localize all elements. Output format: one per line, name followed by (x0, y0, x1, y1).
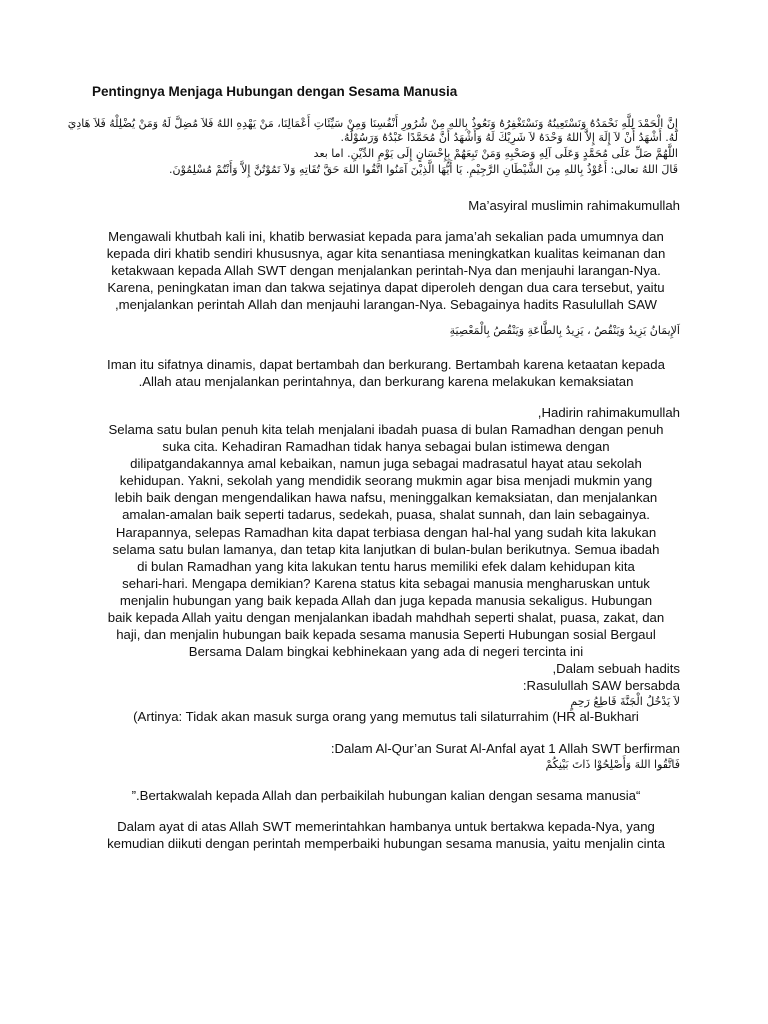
quran-intro: :Dalam Al-Qur’an Surat Al-Anfal ayat 1 Allah SWT berfirman (330, 741, 680, 756)
paragraph-line: di bulan Ramadhan yang kita lakukan tentu harus memiliki efek dalam kehidupan kita (137, 558, 635, 574)
paragraph-line: Karena, peningkatan iman dan takwa sejatinya dapat diperoleh dengan dua cara tersebut, yaitu (107, 280, 665, 296)
paragraph-line: sehari-hari. Mengapa demikian? Karena status kita sebagai manusia mengharuskan untuk (122, 575, 650, 591)
paragraph-line: :Rasulullah SAW bersabda (522, 678, 680, 694)
arabic-text: اَلإِيمَانُ يَزِيدُ وَيَنْقُصُ ، يَزِيدُ بِالطَّاعَةِ وَيَنْقُصُ بِالْمَعْصِيَةِ (449, 324, 680, 337)
paragraph-line: Selama satu bulan penuh kita telah menjalani ibadah puasa di bulan Ramadhan dengan penuh (108, 422, 664, 437)
paragraph-line: lebih baik dengan mengendalikan hawa nafsu, meninggalkan kemaksiatan, dan menjalankan (114, 490, 658, 506)
hadith-2-meaning: (Artinya: Tidak akan masuk surga orang yang memutus tali silaturrahim (HR al-Bukhari (133, 709, 639, 724)
paragraph-line: dilipatgandakannya amal kebaikan, namun juga sebagai madrasatul hayat atau sekolah (130, 456, 642, 472)
paragraph-1 (92, 228, 680, 313)
arabic-opening-line-3: اللَّهُمَّ صَلِّ عَلَى مُحَمَّدٍ وَعَلَى آلِهِ وَصَحْبِهِ وَمَنْ تَبِعَهُمْ بِإِحْسَانٍ إِلَى يَوْمِ الدِّيْنِ. اما بعد (313, 147, 678, 160)
paragraph-line: ketakwaan kepada Allah SWT dengan menjalankan perintah-Nya dan menjauhi larangan-Nya. (111, 263, 661, 279)
paragraph-3 (92, 421, 680, 660)
document-title: Pentingnya Menjaga Hubungan dengan Sesama Manusia (92, 84, 458, 99)
paragraph-line: haji, dan menjalin hubungan baik kepada sesama manusia Seperti Hubungan sosial Bergaul (116, 627, 656, 643)
hadith-2-intro (92, 660, 680, 694)
greeting-2: ,Hadirin rahimakumullah (537, 405, 680, 420)
paragraph-2 (92, 356, 680, 390)
paragraph-line: suka cita. Kehadiran Ramadhan tidak hanya sebagai bulan istimewa dengan (162, 439, 610, 455)
paragraph-line: kemudian diikuti dengan perintah memperbaiki hubungan sesama manusia, yaitu menjalin cinta (107, 836, 665, 852)
arabic-opening-line-4: قَالَ اللهُ تعالى: أَعُوْذُ بِاللهِ مِنَ الشَّيْطَانِ الرَّجِيْمِ. يَا أَيُّهَا الَّذِيْنَ آمَنُوا اتَّقُوا اللهَ حَقَّ تُقَاتِهِ وَلاَ تَمُوْتُنَّ إِلاَّ وَأَنْتُمْ مُسْلِمُوْنَ. (169, 163, 678, 176)
hadith-1-arabic (92, 322, 680, 339)
paragraph-line: Mengawali khutbah kali ini, khatib berwasiat kepada para jama’ah sekalian pada umumnya dan (108, 229, 664, 244)
paragraph-line: .Allah atau menjalankan perintahnya, dan berkurang karena melakukan kemaksiatan (138, 374, 634, 390)
paragraph-line: selama satu bulan lamanya, dan tetap kita lanjutkan di bulan-bulan berikutnya. Semua ibadah (112, 541, 660, 557)
greeting: Ma’asyiral muslimin rahimakumullah (468, 198, 680, 213)
paragraph-line: amalan-amalan baik seperti tadarus, sedekah, puasa, shalat sunnah, dan lain sebagainya. (122, 507, 650, 523)
arabic-opening-line-2: لَهُ. أَشْهَدُ أَنْ لاَ إِلَهَ إِلاَّ اللهُ وَحْدَهُ لاَ شَرِيْكَ لَهُ وَأَشْهَدُ أَنَّ مُحَمَّدًا عَبْدُهُ وَرَسُوْلُهُ. (340, 131, 678, 144)
paragraph-line: menjalin hubungan yang baik kepada Allah dan juga kepada manusia sekaligus. Hubungan (119, 592, 653, 608)
paragraph-line: Dalam ayat di atas Allah SWT memerintahkan hambanya untuk bertakwa kepada-Nya, yang (117, 819, 655, 834)
paragraph-line: kehidupan. Yakni, sekolah yang mendidik seorang mukmin agar bisa menjadi mukmin yang (119, 473, 653, 489)
arabic-text: لاَ يَدْخُلُ الْجَنَّةَ قَاطِعُ رَحِمٍ (570, 695, 680, 708)
paragraph-line: baik kepada Allah yaitu dengan menjalankan ibadah mahdhah seperti shalat, puasa, zakat, dan (107, 610, 665, 626)
paragraph-line: kepada diri khatib sendiri khususnya, agar kita senantiasa meningkatkan kualitas keimanan dan (106, 246, 666, 262)
paragraph-line: ,Dalam sebuah hadits (552, 661, 680, 676)
paragraph-line: Bersama Dalam bingkai kebhinekaan yang ada di negeri tercinta ini (188, 644, 584, 660)
quran-meaning: ”.Bertakwalah kepada Allah dan perbaikilah hubungan kalian dengan sesama manusia“ (131, 788, 641, 803)
arabic-text: فَاتَّقُوا اللهَ وَأَصْلِحُوْا ذَاتَ بَيْنِكُمْ (545, 758, 680, 771)
quran-arabic (92, 756, 680, 773)
paragraph-line: ,menjalankan perintah Allah dan menjauhi larangan-Nya. Sebagainya hadits Rasulullah SAW (115, 297, 657, 313)
paragraph-line: Harapannya, selepas Ramadhan kita dapat terbiasa dengan hal-hal yang sudah kita lakukan (115, 524, 657, 540)
paragraph-4 (92, 818, 680, 852)
arabic-opening-line-1: إِنَّ الْحَمْدَ لِلَّهِ نَحْمَدُهُ وَنَسْتَعِينُهُ وَنَسْتَغْفِرُهُ وَنَعُوذُ بِاللهِ مِنْ شُرُورِ أَنْفُسِنَا وَمِنْ سَيِّئَاتِ أَعْمَالِنَا، مَنْ يَهْدِهِ اللهُ فَلاَ مُضِلَّ لَهُ وَمَنْ يُضْلِلْهُ فَلاَ هَادِيَ (67, 117, 678, 130)
paragraph-line: Iman itu sifatnya dinamis, dapat bertambah dan berkurang. Bertambah karena ketaatan kepada (107, 357, 665, 372)
